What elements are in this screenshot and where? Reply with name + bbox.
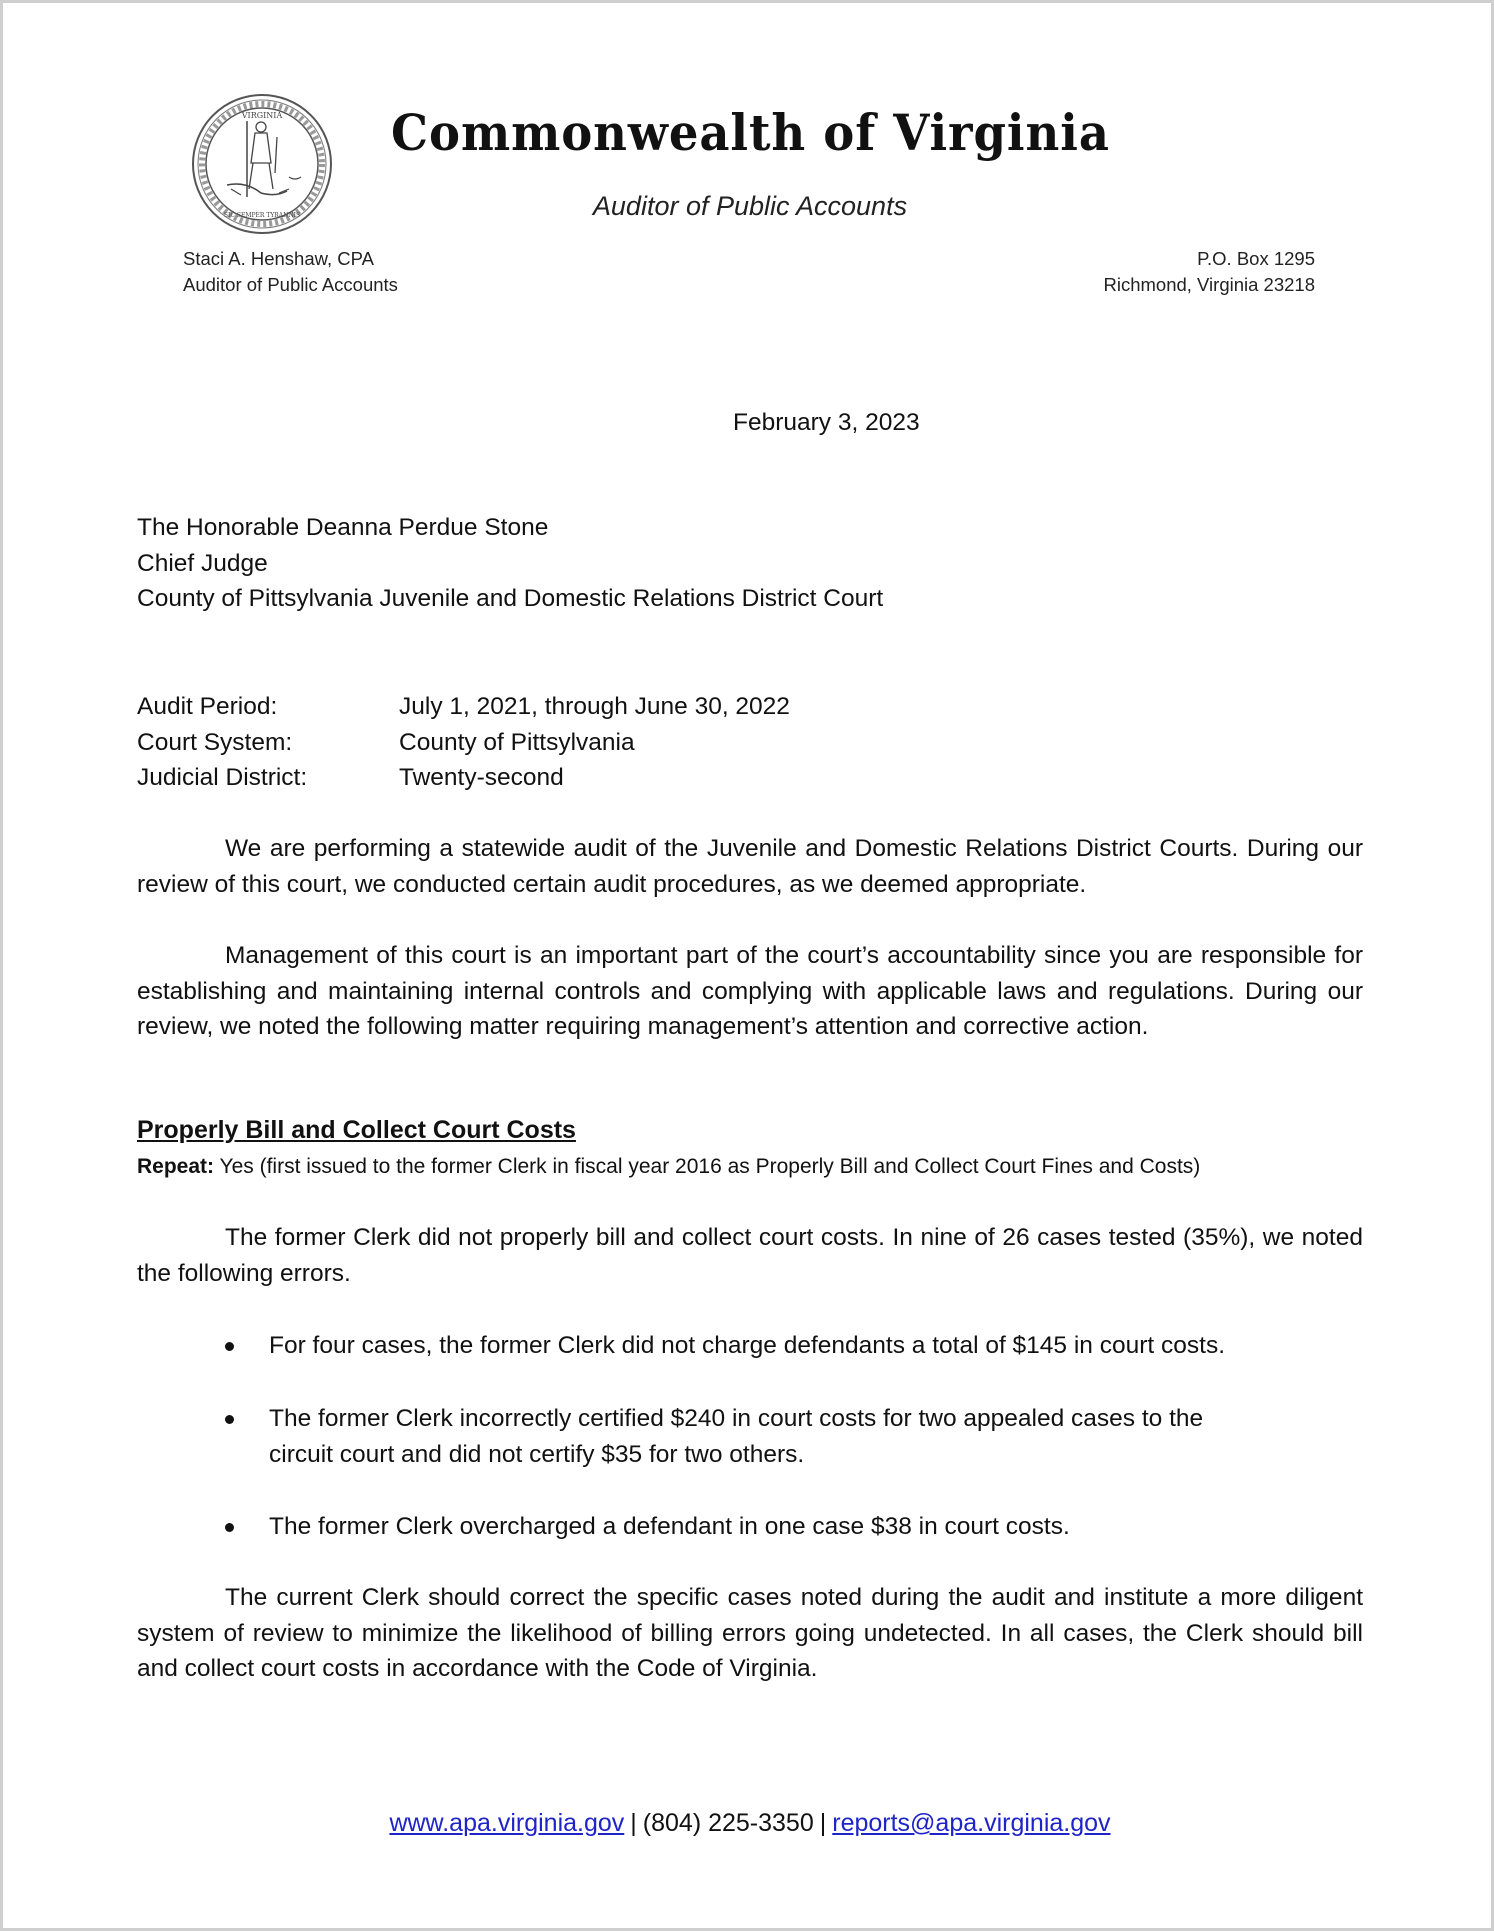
letterhead-title: Commonwealth of Virginia (390, 103, 1110, 162)
bullet-icon (225, 1342, 234, 1351)
management-paragraph: Management of this court is an important part of the court’s accountability since you are responsible for establishing and maintaining internal controls and complying with applicable laws and regulations. During our review, we noted the following matter requiring management’s attention and corrective action. (137, 942, 1363, 1041)
finding-heading: Properly Bill and Collect Court Costs (137, 1116, 576, 1144)
recommendation-paragraph: The current Clerk should correct the specific cases noted during the audit and institute a more diligent system of review to minimize the likelihood of billing errors going undetected. In all cases, the Clerk should bill and collect court costs in accordance with the Code of Virginia. (137, 1584, 1363, 1683)
bullet-icon (225, 1415, 234, 1424)
letter-date: February 3, 2023 (733, 409, 920, 436)
finding-summary: The former Clerk did not properly bill and collect court costs. In nine of 26 cases tested (35%), we noted the following errors. (137, 1224, 1363, 1287)
audit-info-row (137, 689, 790, 725)
audit-info (137, 689, 790, 796)
audit-info-label: Court System: (137, 728, 293, 756)
audit-info-row (137, 760, 790, 796)
phone-number: (804) 225-3350 (642, 1809, 814, 1837)
bullet-text: The former Clerk incorrectly certified $240 in court costs for two appealed cases to the circuit court and did not certify $35 for two others. (269, 1405, 1204, 1468)
sender-name: Staci A. Henshaw, CPA (183, 248, 374, 269)
audit-info-label: Audit Period: (137, 693, 278, 720)
addressee-title: Chief Judge (137, 549, 268, 577)
repeat-label: Repeat: (137, 1155, 215, 1178)
intro-paragraph: We are performing a statewide audit of the Juvenile and Domestic Relations District Courts. During our review of this court, we conducted certain audit procedures, as we deemed appropriate. (137, 835, 1363, 898)
bullet-text: The former Clerk overcharged a defendant in one case $38 in court costs. (269, 1513, 1070, 1540)
audit-info-value: County of Pittsylvania (399, 728, 635, 756)
audit-info-value: July 1, 2021, through June 30, 2022 (399, 693, 790, 720)
address-line-2: Richmond, Virginia 23218 (1103, 274, 1315, 295)
footer-separator: | (819, 1809, 827, 1837)
letterhead-subtitle: Auditor of Public Accounts (592, 191, 908, 221)
footer-contact (3, 1809, 1494, 1838)
svg-text:VIRGINIA: VIRGINIA (241, 111, 283, 120)
audit-info-value: Twenty-second (399, 764, 564, 792)
sender-block (183, 246, 398, 298)
website-link[interactable]: www.apa.virginia.gov (389, 1809, 625, 1837)
svg-text:SIC SEMPER TYRANNIS: SIC SEMPER TYRANNIS (223, 212, 301, 219)
office-address (1103, 246, 1315, 298)
addressee-block (137, 510, 883, 617)
sender-position: Auditor of Public Accounts (183, 274, 398, 295)
footer-separator: | (630, 1809, 637, 1837)
addressee-name: The Honorable Deanna Perdue Stone (137, 514, 549, 541)
audit-info-row (137, 725, 790, 761)
address-line-1: P.O. Box 1295 (1197, 248, 1315, 269)
bullet-text: For four cases, the former Clerk did not charge defendants a total of $145 in court costs. (269, 1332, 1226, 1359)
email-link[interactable]: reports@apa.virginia.gov (832, 1809, 1111, 1837)
repeat-text: Yes (first issued to the former Clerk in fiscal year 2016 as Properly Bill and Collect Court Fines and Costs) (214, 1155, 1201, 1178)
repeat-line (137, 1155, 1200, 1179)
addressee-court: County of Pittsylvania Juvenile and Domestic Relations District Court (137, 585, 884, 613)
audit-info-label: Judicial District: (137, 764, 308, 792)
bullet-icon (225, 1523, 234, 1532)
